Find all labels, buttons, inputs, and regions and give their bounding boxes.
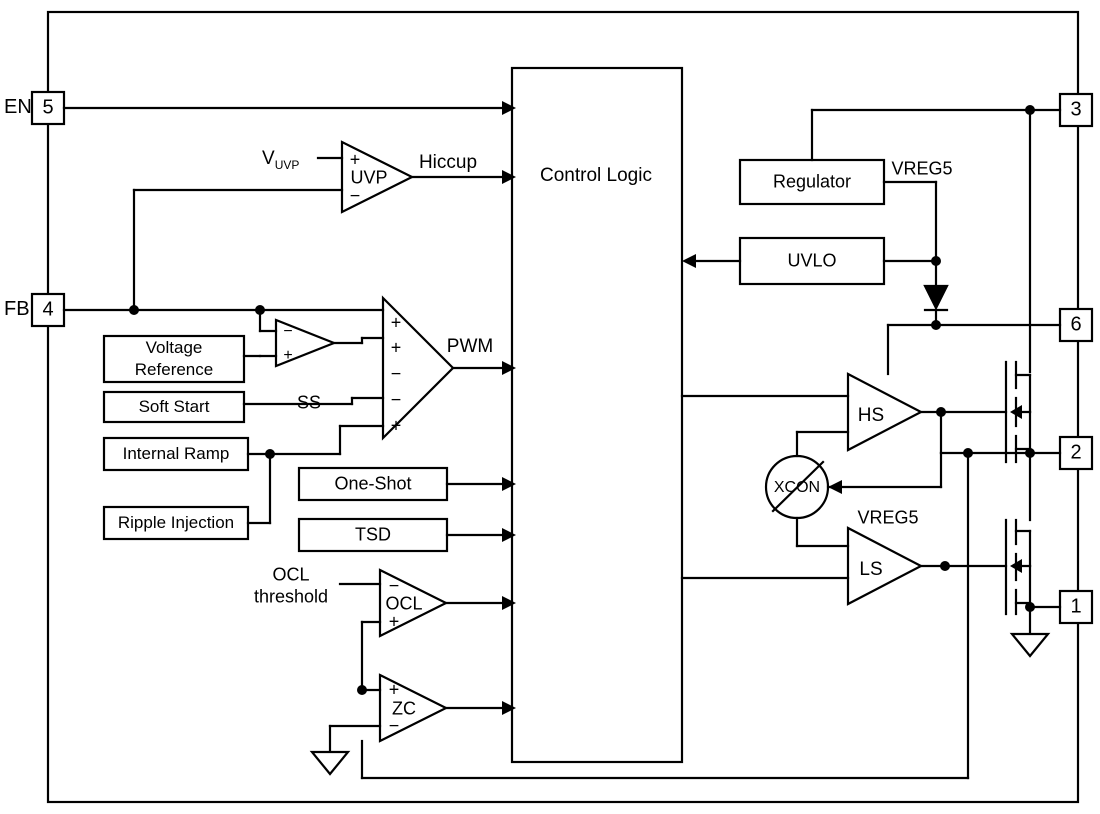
ls-driver-label: LS xyxy=(859,559,883,581)
pwm-plus-3: + xyxy=(390,415,402,436)
uvp-comparator-label: UVP xyxy=(350,167,388,188)
junction-boot xyxy=(931,320,941,330)
ground-symbol-zc xyxy=(312,752,348,774)
regulator-label: Regulator xyxy=(772,171,852,192)
pwm-minus-2: − xyxy=(390,389,402,410)
ocl-minus-sign: − xyxy=(388,575,400,596)
pwm-minus-1: − xyxy=(390,363,402,384)
bootstrap-diode xyxy=(925,286,947,308)
internal-ramp-label: Internal Ramp xyxy=(122,444,230,464)
voltage-reference-label-line1: Voltage xyxy=(145,338,203,358)
zc-plus-sign: + xyxy=(388,679,400,700)
uvp-plus-sign: + xyxy=(349,149,361,170)
uvp-minus-sign: − xyxy=(349,185,361,206)
v-uvp-label: $V_{UVP}$ xyxy=(262,148,300,172)
junction-ramp xyxy=(265,449,275,459)
pin-2-number[interactable]: 2 xyxy=(1070,441,1082,464)
pin-3-number[interactable]: 3 xyxy=(1070,98,1082,121)
pwm-plus-2: + xyxy=(390,337,402,358)
tsd-label: TSD xyxy=(355,524,391,545)
junction-fb xyxy=(129,305,139,315)
soft-start-label: Soft Start xyxy=(138,397,210,417)
zc-minus-sign: − xyxy=(388,715,400,736)
pin-5-label: EN xyxy=(4,96,32,118)
error-amp-minus-sign: − xyxy=(283,322,293,340)
hiccup-label: Hiccup xyxy=(418,152,478,174)
arrow-uvlo xyxy=(682,254,696,268)
pin-4-label: FB xyxy=(4,298,30,320)
ocl-plus-sign: + xyxy=(388,611,400,632)
error-amp-plus-sign: + xyxy=(283,346,293,364)
pin-4-number[interactable]: 4 xyxy=(42,298,54,321)
ss-label: SS xyxy=(296,392,322,413)
voltage-reference-label-line2: Reference xyxy=(134,360,214,380)
vreg5-top-label: VREG5 xyxy=(891,158,953,179)
xcon-node-label: XCON xyxy=(773,478,821,496)
ripple-injection-label: Ripple Injection xyxy=(117,513,235,533)
ocl-threshold-label-line1: OCL xyxy=(272,564,310,585)
hs-driver-label: HS xyxy=(857,405,885,427)
one-shot-label: One-Shot xyxy=(334,473,412,494)
ground-symbol-gnd xyxy=(1012,634,1048,656)
uvlo-label: UVLO xyxy=(787,250,837,271)
zc-comparator-label: ZC xyxy=(392,698,416,719)
ocl-comparator-label: OCL xyxy=(385,593,423,614)
pwm-label: PWM xyxy=(446,336,494,358)
arrow-xcon xyxy=(828,480,842,494)
pwm-plus-1: + xyxy=(390,312,402,333)
junction-ls-out xyxy=(940,561,950,571)
pin-6-number[interactable]: 6 xyxy=(1070,313,1082,336)
pin-1-number[interactable]: 1 xyxy=(1070,595,1082,618)
ocl-threshold-label-line2: threshold xyxy=(253,586,329,607)
control-logic-label: Control Logic xyxy=(540,165,652,187)
pin-5-number[interactable]: 5 xyxy=(42,96,54,119)
vreg5-ls-label: VREG5 xyxy=(857,507,919,528)
